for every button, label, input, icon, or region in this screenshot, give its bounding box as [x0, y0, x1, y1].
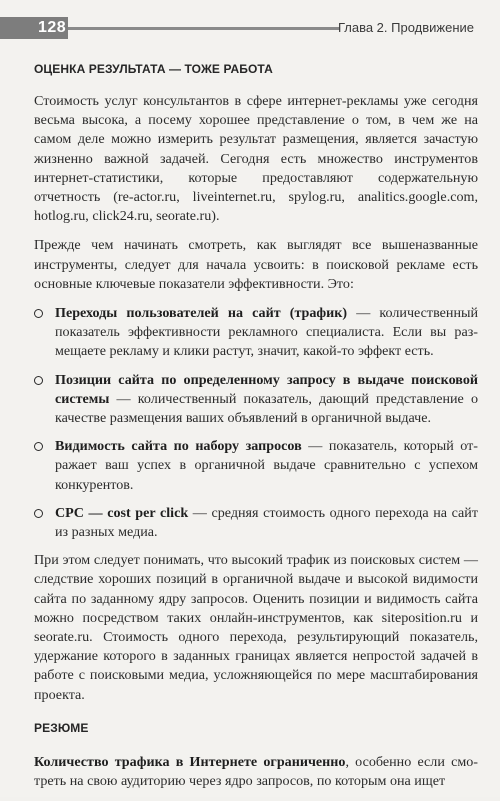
- circle-bullet-icon: [34, 376, 43, 385]
- section-heading: ОЦЕНКА РЕЗУЛЬТАТА — ТОЖЕ РАБОТА: [34, 62, 273, 76]
- list-item-term: Переходы пользователей на сайт (трафик): [55, 305, 348, 322]
- kpi-list: [34, 304, 478, 542]
- list-item-term: CPC — cost per click: [55, 504, 189, 521]
- list-item-text: — средняя стоимость одного перехода на сайт из разных медиа.: [55, 504, 478, 541]
- page-header: [0, 14, 500, 40]
- paragraph: [34, 753, 478, 791]
- paragraph: Стоимость услуг консультантов в сфере интернет-рекламы уже сегодня весьма высока, а посему хорошее представление о том, в чем же на самом деле можно измерить результат размещения, является зачастую жизненно важной задачей. Сегодня есть множество инструментов интернет-статистики, которые предоставляют содержательную отчетность (re-actor.ru, liveinternet.ru, spylog.ru, analitics.google.com, hotlog.ru, click24.ru, seorate.ru).: [34, 93, 478, 225]
- page-number-band: [0, 17, 68, 39]
- list-item-term: Видимость сайта по набору запросов: [55, 438, 302, 455]
- list-item: [34, 371, 478, 429]
- list-item-term: Позиции сайта по определенному запросу в выдаче поисковой системы: [55, 371, 478, 407]
- paragraph: При этом следует понимать, что высокий трафик из поисковых систем — следствие хороших позиций в органичной выдаче и высокой видимости сайта по заданному ядру запросов. Оценить позиции и видимость сайта можно посредством таких онлайн-инструментов, как siteposition.ru и seorate.ru. Стоимость одного перехода, результирующий показатель, удержание которого в заданных границах является непростой задачей в работе с поисковыми медиа, усложняющейся по мере масштабирования проекта.: [34, 552, 478, 703]
- paragraph: Прежде чем начинать смотреть, как выглядят все вышеназванные инструменты, следует для начала усвоить: в поисковой рекламе есть основные ключевые показатели эффективности. Это:: [34, 237, 478, 292]
- list-item: [34, 504, 478, 542]
- section-heading-resume: РЕЗЮМЕ: [34, 720, 89, 735]
- lead-text: , особенно если смотреть на свою аудиторию через ядро запросов, по которым она ищет: [34, 753, 478, 790]
- circle-bullet-icon: [34, 509, 43, 518]
- list-item-text: — количественный показатель, дающий представление о качестве размещения ваших объявлений в органичной выдаче.: [55, 390, 478, 427]
- circle-bullet-icon: [34, 442, 43, 451]
- lead-bold-phrase: Количество трафика в Интернете ограниченно: [34, 753, 346, 770]
- list-item-text: — количественный показатель эффективности рекламного специалиста. Если вы размещаете рекламу и клики растут, значит, какой-то эффект есть.: [55, 305, 478, 360]
- list-item: [34, 304, 478, 362]
- chapter-title: Глава 2. Продвижение: [337, 20, 474, 35]
- circle-bullet-icon: [34, 309, 43, 318]
- header-rule: [68, 27, 340, 30]
- list-item-text: — показатель, который отражает ваш успех в органичной выдаче сравнительно с успехом конкурентов.: [55, 438, 478, 493]
- page-number: 128: [38, 19, 67, 36]
- list-item: [34, 437, 478, 495]
- page-content: [34, 62, 478, 801]
